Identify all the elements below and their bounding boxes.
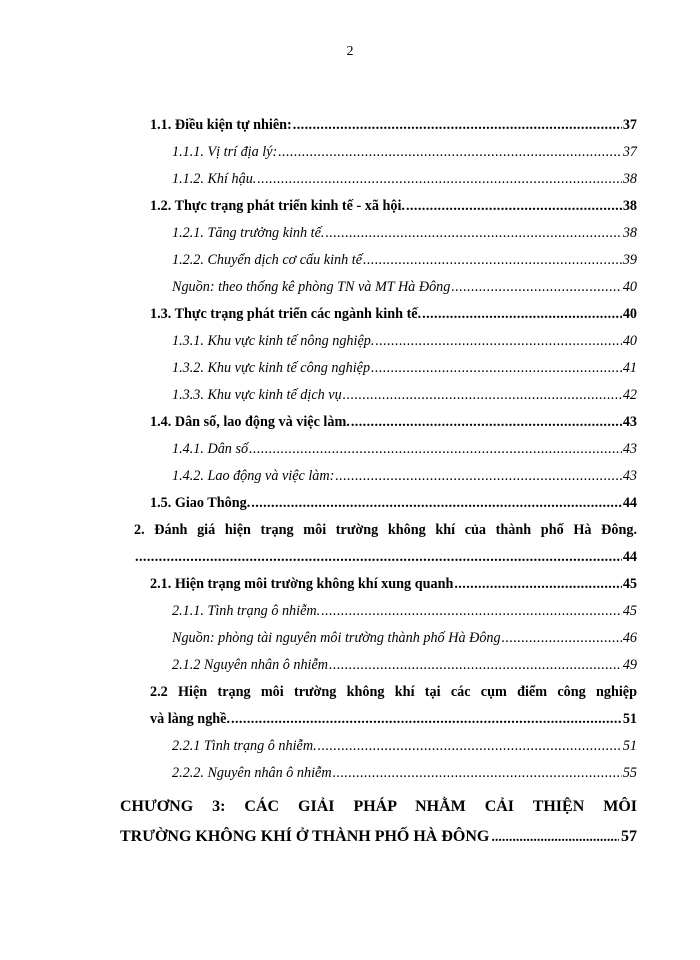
toc-entry[interactable]: [172, 598, 637, 625]
toc-entry-page: 43: [622, 414, 637, 430]
toc-entry-page: 44: [622, 495, 637, 511]
toc-entry[interactable]: [172, 733, 637, 760]
toc-entry-page: 40: [622, 333, 637, 349]
toc-entry-page: 45: [622, 576, 637, 592]
toc-entry-label: 1.2.2. Chuyển dịch cơ cấu kinh tế: [172, 252, 362, 268]
toc-entry-page: 46: [622, 630, 637, 646]
toc-entry-page: 41: [622, 360, 637, 376]
toc-entry-label: Nguồn: theo thống kê phòng TN và MT Hà Đông: [172, 279, 451, 295]
toc-group-2: [0, 571, 700, 679]
toc-entry[interactable]: [172, 625, 637, 652]
toc-entry[interactable]: [150, 409, 637, 436]
toc-entry-label: 1.3.3. Khu vực kinh tế dịch vụ: [172, 387, 342, 403]
toc-entry-section-2-2[interactable]: [150, 679, 637, 733]
toc-leader: [135, 544, 622, 571]
toc-entry-label: 1.4.2. Lao động và việc làm:: [172, 468, 335, 484]
toc-leader: [321, 598, 622, 625]
toc-entry-label: 1.1.2. Khí hậu.: [172, 171, 257, 187]
toc-entry-page: 38: [622, 171, 637, 187]
toc-entry[interactable]: [150, 193, 637, 220]
toc-leader: [329, 652, 622, 679]
toc-entry-label: 1.4.1. Dân số: [172, 441, 249, 457]
toc-entry[interactable]: [172, 760, 637, 787]
table-of-contents: [0, 112, 700, 852]
toc-entry-label: 1.4. Dân số, lao động và việc làm.: [150, 414, 350, 430]
toc-entry-page: 37: [622, 144, 637, 160]
toc-leader: [318, 733, 622, 760]
toc-entry-label: 2.2.2. Nguyên nhân ô nhiễm: [172, 765, 332, 781]
toc-entry-label: CHƯƠNG 3: CÁC GIẢI PHÁP NHẰM CẢI THIỆN MÔI: [120, 798, 637, 815]
toc-leader: [257, 166, 621, 193]
toc-entry-label-cont: và làng nghề.: [150, 711, 231, 727]
toc-entry-label-cont: TRƯỜNG KHÔNG KHÍ Ở THÀNH PHỐ HÀ ĐÔNG: [120, 828, 490, 845]
toc-entry-page: 37: [622, 117, 637, 133]
toc-entry-label: 1.5. Giao Thông.: [150, 495, 251, 511]
toc-leader: [251, 490, 622, 517]
toc-entry-label: Nguồn: phòng tài nguyên môi trường thành phố Hà Đông: [172, 630, 501, 646]
toc-leader: [502, 625, 622, 652]
toc-entry-label: 1.3. Thực trạng phát triển các ngành kinh tế.: [150, 306, 422, 322]
toc-entry[interactable]: [150, 301, 637, 328]
toc-entry-label: 1.1.1. Vị trí địa lý:: [172, 144, 278, 160]
toc-entry[interactable]: [150, 571, 637, 598]
toc-entry-label: 2. Đánh giá hiện trạng môi trường không khí của thành phố Hà Đông.: [134, 522, 637, 538]
page-number: 2: [346, 44, 354, 59]
toc-entry[interactable]: [172, 436, 637, 463]
toc-leader: [335, 463, 621, 490]
toc-entry-page: 40: [622, 279, 637, 295]
toc-leader: [249, 436, 622, 463]
toc-entry-page: 38: [622, 198, 637, 214]
toc-group-1: [0, 112, 700, 517]
toc-leader: [491, 823, 619, 853]
toc-entry-label: 1.2.1. Tăng trưởng kinh tế.: [172, 225, 325, 241]
toc-entry-page: 39: [622, 252, 637, 268]
toc-entry[interactable]: [172, 274, 637, 301]
toc-leader: [454, 571, 621, 598]
toc-entry[interactable]: [150, 490, 637, 517]
toc-leader: [231, 706, 622, 733]
toc-leader: [371, 355, 622, 382]
toc-entry-page: 51: [622, 711, 637, 727]
toc-leader: [325, 220, 621, 247]
toc-entry[interactable]: [150, 112, 637, 139]
toc-leader: [278, 139, 622, 166]
toc-leader: [406, 193, 622, 220]
toc-entry[interactable]: [172, 247, 637, 274]
toc-entry-label: 1.3.2. Khu vực kinh tế công nghiệp: [172, 360, 371, 376]
toc-leader: [351, 409, 622, 436]
toc-entry-page: 57: [621, 828, 637, 845]
toc-leader: [422, 301, 622, 328]
toc-entry-label: 1.3.1. Khu vực kinh tế nông nghiệp.: [172, 333, 375, 349]
toc-entry-page: 45: [622, 603, 637, 619]
toc-entry-chapter-3[interactable]: [120, 792, 637, 852]
toc-leader: [451, 274, 621, 301]
toc-entry-page: 38: [622, 225, 637, 241]
toc-entry-page: 51: [622, 738, 637, 754]
toc-entry[interactable]: [172, 139, 637, 166]
toc-entry-page: 49: [622, 657, 637, 673]
toc-entry-label: 2.2 Hiện trạng môi trường không khí tại các cụm điểm công nghiệp: [150, 684, 637, 700]
toc-entry[interactable]: [172, 463, 637, 490]
toc-leader: [343, 382, 622, 409]
toc-entry[interactable]: [172, 328, 637, 355]
toc-leader: [363, 247, 622, 274]
toc-entry[interactable]: [172, 382, 637, 409]
toc-entry-label: 2.1.2 Nguyên nhân ô nhiễm: [172, 657, 329, 673]
toc-entry-page: 40: [622, 306, 637, 322]
toc-entry-section-2[interactable]: [134, 517, 637, 571]
toc-entry-page: 43: [622, 468, 637, 484]
toc-entry[interactable]: [172, 355, 637, 382]
toc-entry-label: 2.1. Hiện trạng môi trường không khí xung quanh: [150, 576, 454, 592]
toc-entry-label: 2.2.1 Tình trạng ô nhiễm.: [172, 738, 317, 754]
toc-leader: [375, 328, 621, 355]
toc-entry-label: 1.1. Điều kiện tự nhiên:: [150, 117, 292, 133]
toc-entry[interactable]: [172, 220, 637, 247]
toc-entry-page: 55: [622, 765, 637, 781]
toc-group-3: [0, 733, 700, 787]
toc-entry-label: 1.2. Thực trạng phát triển kinh tế - xã hội.: [150, 198, 405, 214]
toc-entry-page: 42: [622, 387, 637, 403]
toc-entry[interactable]: [172, 652, 637, 679]
toc-entry[interactable]: [172, 166, 637, 193]
toc-entry-label: 2.1.1. Tình trạng ô nhiễm.: [172, 603, 321, 619]
toc-entry-page: 44: [622, 549, 637, 565]
toc-leader: [293, 112, 622, 139]
toc-entry-page: 43: [622, 441, 637, 457]
toc-leader: [333, 760, 622, 787]
